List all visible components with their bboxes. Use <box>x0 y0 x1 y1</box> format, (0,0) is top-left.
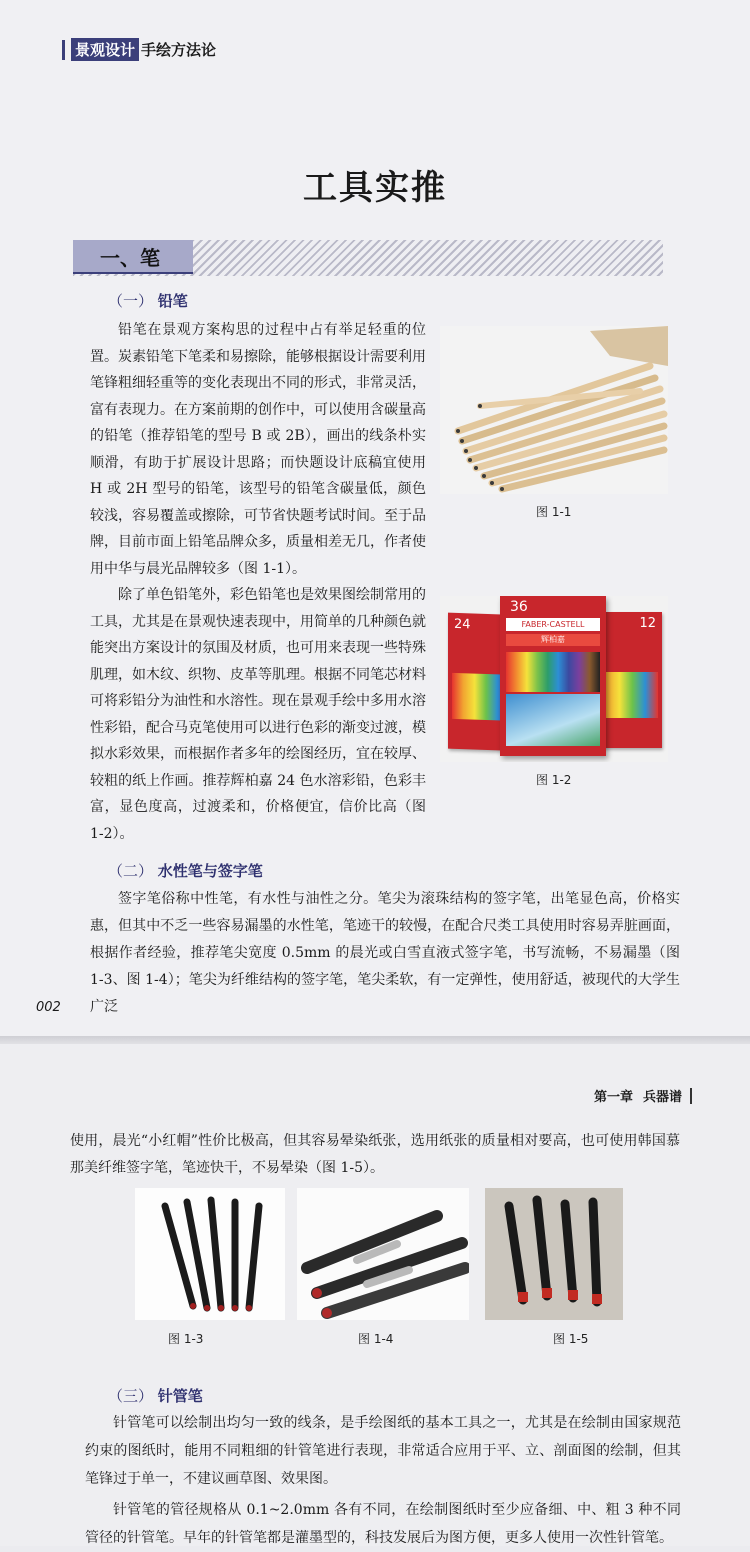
gel-pens-photo <box>135 1188 285 1320</box>
pencil-paragraph-1: 铅笔在景观方案构思的过程中占有举足轻重的位置。炭素铅笔下笔柔和易擦除，能够根据设计需要利用笔锋粗细轻重等的变化表现出不同的形式，非常灵活，富有表现力。在方案前期的创作中，可以使用含碳量高的铅笔（推荐铅笔的型号 B 或 2B），画出的线条朴实顺滑，有助于扩展设计思路；而快题设计底稿宜使用 H 或 2H 型号的铅笔，该型号的铅笔含碳量低，颜色较浅，容易覆盖或擦除，可节省快题考试时间。至于品牌，目前市面上铅笔品牌众多，质量相差无几，作者使用中华与晨光品牌较多（图 1-1）。 <box>90 322 426 577</box>
figure-caption-1-1: 图 1-1 <box>536 505 572 519</box>
subheading-pencil-label: 铅笔 <box>157 292 188 310</box>
pencil-box-center-pencils <box>506 652 600 692</box>
page-title: 工具实推 <box>303 168 447 208</box>
pencil-box-left-count: 24 <box>454 616 471 633</box>
figure-caption-1-4: 图 1-4 <box>358 1332 394 1346</box>
subheading-gel <box>108 860 263 881</box>
subheading-pencil-num: （一） <box>108 292 154 310</box>
pencil-box-center-count: 36 <box>510 599 528 615</box>
needle-paragraph-2: 针管笔的管径规格从 0.1~2.0mm 各有不同，在绘制图纸时至少应备细、中、粗 3 种不同管径的针管笔。早年的针管笔都是灌墨型的，科技发展后为图方便，更多人使用一次性针管笔。 <box>85 1502 681 1546</box>
gel-paragraph-1: 签字笔俗称中性笔，有水性与油性之分。笔尖为滚珠结构的签字笔，出笔显色高，价格实惠，但其中不乏一些容易漏墨的水性笔，笔迹干的较慢，在配合尺类工具使用时容易弄脏画面，根据作者经验，推荐笔尖宽度 0.5mm 的晨光或白雪直液式签字笔，书写流畅，不易漏墨（图 1-3、图 1-4）；笔尖为纤维结构的签字笔，笔尖柔软，有一定弹性，使用舒适，被现代的大学生广泛 <box>90 891 680 1015</box>
fiber-pens-photo <box>485 1188 623 1320</box>
subheading-needle-num: （三） <box>108 1387 154 1405</box>
book-title-rest: 手绘方法论 <box>141 41 217 59</box>
fiber-pens-illustration <box>485 1188 623 1320</box>
parrot-artwork <box>506 694 600 746</box>
page-number: 002 <box>36 1000 61 1015</box>
pencils-photo <box>440 326 668 494</box>
brand-name-label: 辉柏嘉 <box>506 634 600 646</box>
subheading-needle <box>108 1385 203 1406</box>
subheading-needle-label: 针管笔 <box>157 1387 203 1405</box>
pencils-illustration <box>440 326 668 494</box>
rollerball-pens-illustration <box>297 1188 469 1320</box>
rollerball-pens-photo <box>297 1188 469 1320</box>
chapter-number: 第一章 <box>593 1090 633 1105</box>
figure-caption-1-3: 图 1-3 <box>168 1332 204 1346</box>
chapter-title: 兵器谱 <box>642 1090 682 1105</box>
pencil-box-center <box>500 596 606 756</box>
gel-paragraph-2: 使用，晨光“小红帽”性价比极高，但其容易晕染纸张，选用纸张的质量相对要高，也可使用韩国慕那美纤维签字笔，笔迹快干，不易晕染（图 1-5）。 <box>70 1133 680 1176</box>
chapter-head <box>594 1086 692 1105</box>
chapter-separator <box>690 1088 692 1104</box>
subheading-gel-label: 水性笔与签字笔 <box>157 862 263 880</box>
figure-caption-1-5: 图 1-5 <box>553 1332 589 1346</box>
color-pencil-boxes-photo <box>440 596 668 762</box>
pencil-box-right-count: 12 <box>639 616 656 631</box>
section-title: 一、笔 <box>100 246 160 270</box>
brand-label: FABER-CASTELL <box>506 618 600 631</box>
subheading-pencil <box>108 290 188 311</box>
subheading-gel-num: （二） <box>108 862 154 880</box>
pencil-paragraph-2: 除了单色铅笔外，彩色铅笔也是效果图绘制常用的工具，尤其是在景观快速表现中，用简单的几种颜色就能突出方案设计的氛围及材质，也可用来表现一些特殊肌理，如木纹、织物、皮革等肌理。根据不同笔芯材料可将彩铅分为油性和水溶性。现在景观手绘中多用水溶性彩铅，配合马克笔使用可以进行色彩的渐变过渡，模拟水彩效果，而根据作者多年的绘图经历，宜在较厚、较粗的纸上作画。推荐辉柏嘉 24 色水溶彩铅，色彩丰富，显色度高，过渡柔和，价格便宜，信价比高（图 1-2）。 <box>90 587 426 842</box>
gel-pens-illustration <box>135 1188 285 1320</box>
running-head-bar <box>62 40 65 60</box>
book-title-boxed: 景观设计 <box>71 38 139 61</box>
needle-paragraph-1: 针管笔可以绘制出均匀一致的线条，是手绘图纸的基本工具之一，尤其是在绘制由国家规范约束的图纸时，能用不同粗细的针管笔进行表现，非常适合应用于平、立、剖面图的绘制，但其笔锋过于单一，不建议画草图、效果图。 <box>85 1415 681 1487</box>
running-head <box>62 38 216 61</box>
figure-caption-1-2: 图 1-2 <box>536 773 572 787</box>
